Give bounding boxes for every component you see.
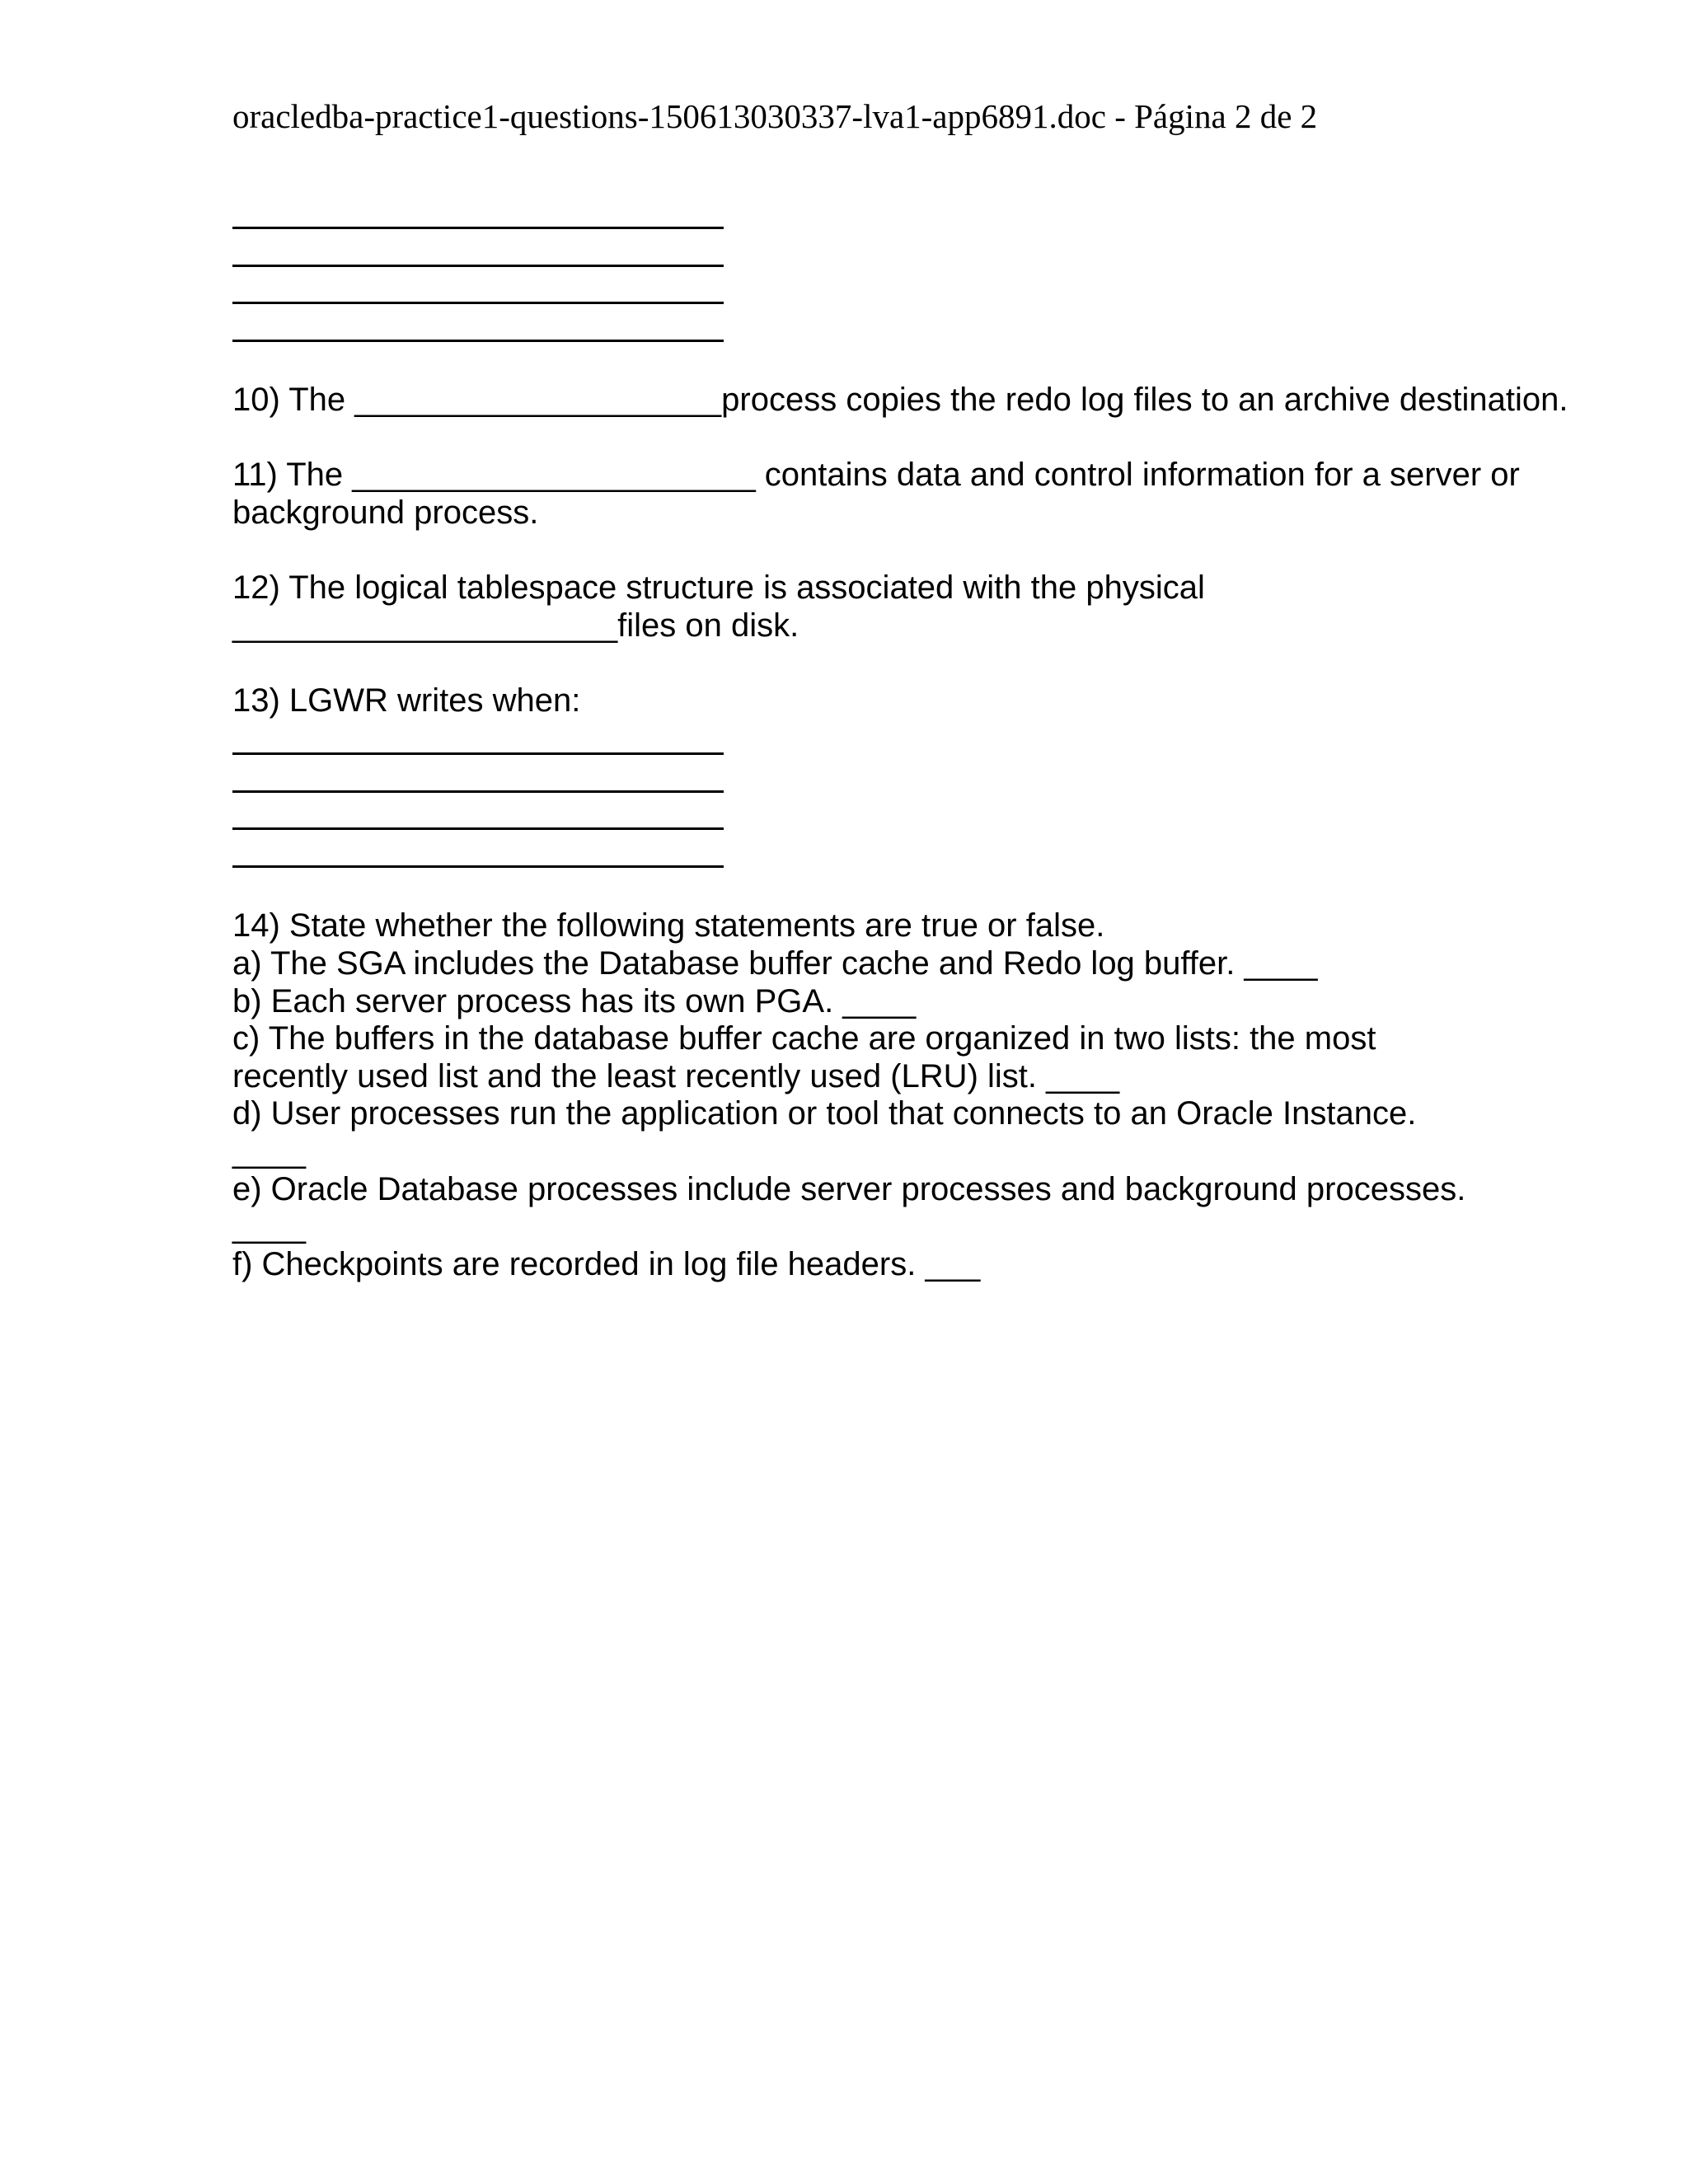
statement-e-line-2: ____ (232, 1208, 306, 1244)
statement-a: a) The SGA includes the Database buffer cache and Redo log buffer. ____ (232, 945, 1318, 982)
statement-e-line-1: e) Oracle Database processes include server processes and background processes. (232, 1171, 1466, 1207)
statement-d-line-2: ____ (232, 1133, 306, 1169)
statement-c-line-2: recently used list and the least recently used (LRU) list. ____ (232, 1058, 1120, 1094)
answer-line (232, 265, 724, 267)
answer-line (232, 827, 724, 830)
statement-d-line-1: d) User processes run the application or tool that connects to an Oracle Instance. (232, 1095, 1417, 1132)
statement-f: f) Checkpoints are recorded in log file headers. ___ (232, 1246, 981, 1282)
question-11-line-1: 11) The ______________________ contains data and control information for a server or (232, 457, 1520, 493)
question-10: 10) The ____________________process copies the redo log files to an archive destination. (232, 382, 1568, 418)
page-header: oracledba-practice1-questions-150613030337-lva1-app6891.doc - Página 2 de 2 (232, 97, 1318, 135)
answer-line (232, 340, 724, 342)
answer-line (232, 790, 724, 793)
answer-line (232, 752, 724, 755)
statement-b: b) Each server process has its own PGA. ____ (232, 983, 917, 1019)
question-14-intro: 14) State whether the following statements are true or false. (232, 907, 1105, 944)
statement-c-line-1: c) The buffers in the database buffer cache are organized in two lists: the most (232, 1020, 1376, 1057)
question-13: 13) LGWR writes when: (232, 682, 581, 719)
answer-line (232, 865, 724, 868)
answer-line (232, 302, 724, 304)
answer-line (232, 227, 724, 229)
question-11-line-2: background process. (232, 494, 539, 531)
question-12-line-1: 12) The logical tablespace structure is associated with the physical (232, 569, 1205, 606)
question-12-line-2: _____________________files on disk. (232, 607, 799, 644)
